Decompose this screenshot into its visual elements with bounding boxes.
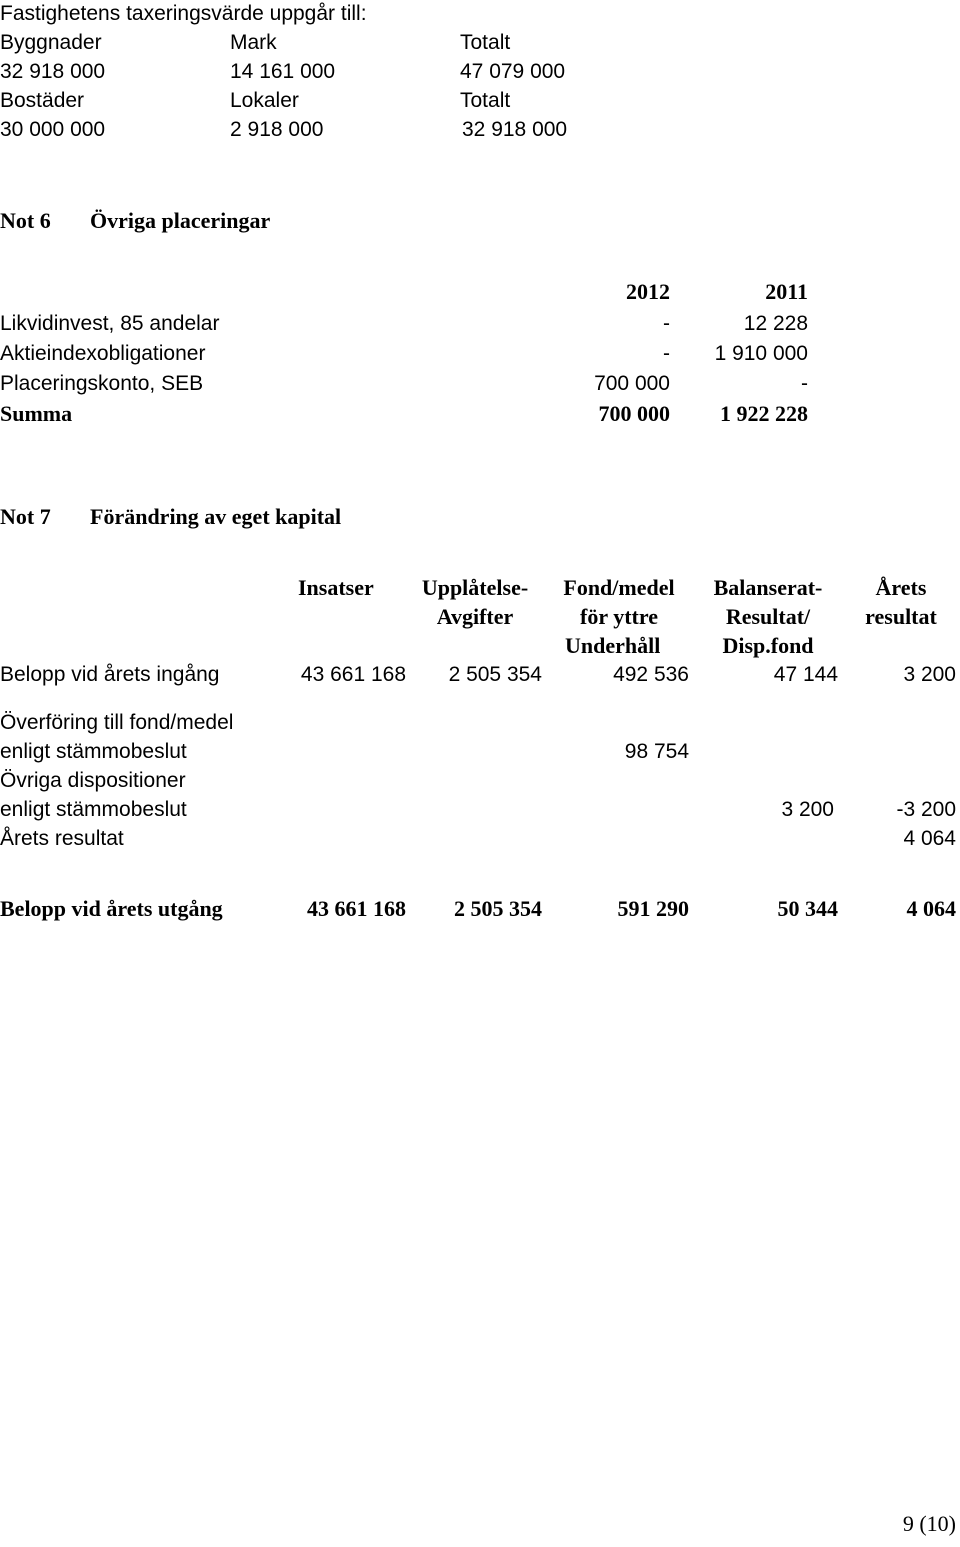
not7-header-upplatelse: Avgifter — [436, 604, 514, 629]
taxering-label-bostader: Bostäder — [0, 89, 85, 112]
not7-header-fond: Underhåll — [565, 633, 661, 658]
not7-header-insatser: Insatser — [298, 575, 374, 600]
not7-ingang-label: Belopp vid årets ingång — [0, 663, 220, 686]
taxering-value-bostader: 30 000 000 — [0, 118, 106, 141]
taxering-label-byggnader: Byggnader — [0, 31, 102, 54]
taxering-label-mark: Mark — [230, 31, 277, 54]
taxering-value-byggnader: 32 918 000 — [0, 60, 106, 83]
not7-utgang-fond: 591 290 — [617, 896, 689, 921]
not7-arets-resultat-label: Årets resultat — [0, 827, 124, 850]
not7-utgang-label: Belopp vid årets utgång — [0, 896, 223, 921]
not7-overforing-label: Överföring till fond/medel — [0, 711, 234, 734]
not7-overforing-label: enligt stämmobeslut — [0, 740, 187, 763]
not7-ovriga-arets: -3 200 — [896, 798, 956, 821]
taxering-label-lokaler: Lokaler — [230, 89, 299, 112]
not6-row-label: Aktieindexobligationer — [0, 342, 206, 365]
taxering-label-totalt-2: Totalt — [460, 89, 511, 112]
not6-sum-2012: 700 000 — [598, 401, 670, 426]
not6-year-2012: 2012 — [626, 279, 670, 304]
not7-header-fond: för yttre — [580, 604, 658, 629]
not7-header-balanserat: Disp.fond — [722, 633, 814, 658]
not7-ingang-insatser: 43 661 168 — [300, 663, 406, 686]
not7-utgang-balanserat: 50 344 — [777, 896, 838, 921]
not6-sum-label: Summa — [0, 401, 73, 426]
not6-row-2012: - — [663, 312, 670, 335]
not6-row-2012: 700 000 — [594, 372, 670, 395]
not6-title: Övriga placeringar — [90, 208, 271, 233]
not7-header-fond: Fond/medel — [563, 575, 675, 600]
taxering-value-totalt-2: 32 918 000 — [462, 118, 568, 141]
not6-row-label: Placeringskonto, SEB — [0, 372, 204, 395]
not7-ingang-fond: 492 536 — [613, 663, 689, 686]
not7-overforing-fond: 98 754 — [624, 740, 689, 763]
not6-sum-2011: 1 922 228 — [720, 401, 808, 426]
not7-number: Not 7 — [0, 504, 51, 529]
not7-header-upplatelse: Upplåtelse- — [421, 575, 529, 600]
not6-row-label: Likvidinvest, 85 andelar — [0, 312, 220, 335]
not7-ingang-arets: 3 200 — [903, 663, 956, 686]
taxering-label-totalt: Totalt — [460, 31, 511, 54]
taxering-value-lokaler: 2 918 000 — [230, 118, 324, 141]
not7-ingang-upplatelse: 2 505 354 — [448, 663, 542, 686]
not7-ovriga-label: Övriga dispositioner — [0, 769, 186, 792]
taxering-value-mark: 14 161 000 — [230, 60, 336, 83]
not6-row-2011: 1 910 000 — [714, 342, 808, 365]
not6-year-2011: 2011 — [765, 279, 808, 304]
not7-utgang-arets: 4 064 — [906, 896, 956, 921]
not7-utgang-insatser: 43 661 168 — [307, 896, 406, 921]
not6-row-2012: - — [663, 342, 670, 365]
not7-ingang-balanserat: 47 144 — [773, 663, 838, 686]
not7-header-arets: Årets — [875, 575, 927, 600]
not7-header-arets: resultat — [865, 604, 937, 629]
not7-ovriga-balanserat: 3 200 — [781, 798, 834, 821]
not6-row-2011: 12 228 — [743, 312, 808, 335]
not7-header-balanserat: Resultat/ — [725, 604, 811, 629]
not7-ovriga-label: enligt stämmobeslut — [0, 798, 187, 821]
not7-arets-resultat-value: 4 064 — [903, 827, 956, 850]
not7-utgang-upplatelse: 2 505 354 — [454, 896, 542, 921]
not6-number: Not 6 — [0, 208, 51, 233]
taxering-value-totalt: 47 079 000 — [460, 60, 566, 83]
not6-row-2011: - — [801, 372, 808, 395]
not7-title: Förändring av eget kapital — [90, 504, 342, 529]
not7-header-balanserat: Balanserat- — [713, 575, 823, 600]
taxering-heading: Fastighetens taxeringsvärde uppgår till: — [0, 2, 367, 25]
page-number: 9 (10) — [902, 1511, 956, 1536]
